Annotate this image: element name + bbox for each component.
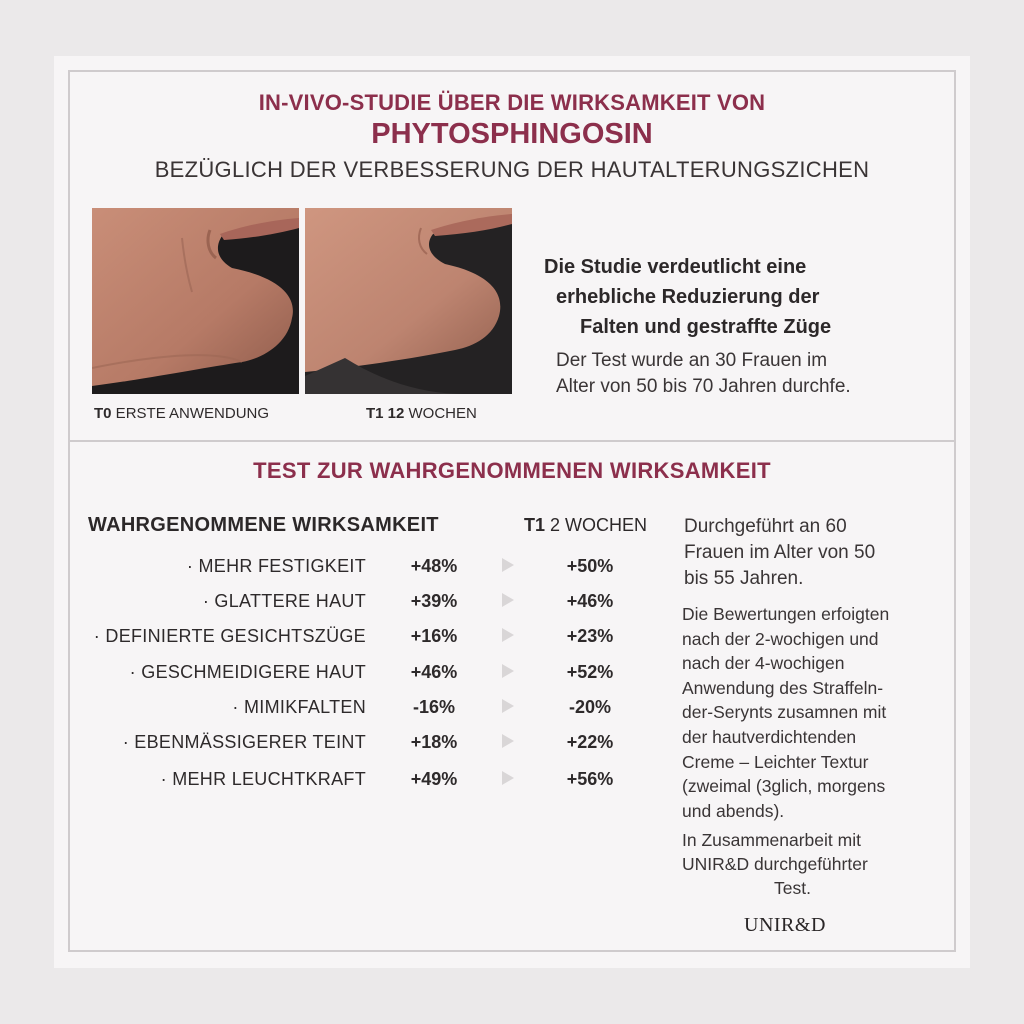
- side-line: Die Bewertungen erfoigten: [682, 604, 890, 624]
- side-line: Test.: [774, 878, 811, 898]
- side-line: UNIR&D durchgeführter: [682, 854, 868, 874]
- row-label: · MEHR FESTIGKEIT: [186, 556, 366, 576]
- row-value-t1: +23%: [566, 626, 614, 646]
- side-line: In Zusammenarbeit mit: [682, 830, 861, 850]
- row-value-t1: +56%: [566, 769, 614, 789]
- side-line: Durchgeführt an 60: [684, 516, 847, 537]
- side-line: bis 55 Jahren.: [684, 568, 804, 589]
- row-value-t1: +52%: [566, 662, 614, 682]
- row-value-t1: +22%: [566, 732, 614, 752]
- row-value-t1: +46%: [566, 591, 614, 611]
- table-row: [54, 626, 654, 656]
- row-label: · MEHR LEUCHTKRAFT: [160, 769, 366, 789]
- row-value-t1: +50%: [566, 556, 614, 576]
- photo-before: [92, 208, 299, 394]
- row-value-t0: +49%: [410, 769, 458, 789]
- table-row: [54, 662, 654, 692]
- header-line-1: IN-VIVO-STUDIE ÜBER DIE WIRKSAMKEIT VON: [258, 90, 766, 115]
- section-divider: [68, 440, 956, 442]
- side-line: Anwendung des Straffeln-: [682, 677, 884, 698]
- note-line: Der Test wurde an 30 Frauen im: [556, 350, 828, 371]
- table-row: [54, 556, 654, 586]
- row-value-t0: +18%: [410, 732, 458, 752]
- column-header-label: WAHRGENOMMENE WIRKSAMKEIT: [88, 514, 439, 536]
- arrow-right-icon: [502, 664, 514, 678]
- side-participants: [684, 514, 875, 592]
- side-line: und abends).: [682, 800, 785, 821]
- row-label: · DEFINIERTE GESICHTSZÜGE: [93, 626, 366, 646]
- side-line: Creme – Leichter Textur: [682, 751, 869, 772]
- row-label: · EBENMÄSSIGERER TEINT: [122, 732, 366, 752]
- table-row: [54, 697, 654, 727]
- unird-logo: UNIR&D: [744, 914, 826, 936]
- side-line: der hautverdichtenden: [682, 726, 857, 747]
- photo-before-caption: T0 ERSTE ANWENDUNG: [94, 405, 270, 422]
- row-value-t0: +16%: [410, 626, 458, 646]
- arrow-right-icon: [502, 734, 514, 748]
- study-note: [556, 348, 851, 400]
- photo-after-caption: T1 12 WOCHEN: [366, 405, 477, 422]
- row-label: · GLATTERE HAUT: [202, 591, 366, 611]
- arrow-right-icon: [502, 628, 514, 642]
- perceived-section-title: TEST ZUR WAHRGENOMMENEN WIRKSAMKEIT: [253, 458, 771, 483]
- lead-line: Die Studie verdeutlicht eine: [544, 256, 807, 278]
- header-line-3: BEZÜGLICH DER VERBESSERUNG DER HAUTALTERUNGSZICHEN: [154, 157, 870, 182]
- side-method: [682, 602, 889, 823]
- lead-line: Falten und gestraffte Züge: [580, 316, 832, 338]
- row-label: · GESCHMEIDIGERE HAUT: [129, 662, 366, 682]
- side-line: nach der 2-wochigen und: [682, 628, 879, 649]
- row-value-t1: -20%: [568, 697, 612, 717]
- arrow-right-icon: [502, 558, 514, 572]
- side-line: (zweimal (3glich, morgens: [682, 776, 886, 797]
- table-row: [54, 769, 654, 799]
- header-product-name: PHYTOSPHINGOSIN: [371, 118, 653, 150]
- side-partner: [682, 828, 868, 900]
- side-line: nach der 4-wochigen: [682, 653, 845, 674]
- column-header-t1: T1 2 WOCHEN: [524, 515, 648, 535]
- arrow-right-icon: [502, 593, 514, 607]
- table-row: [54, 732, 654, 762]
- note-line: Alter von 50 bis 70 Jahren durchfe.: [556, 376, 851, 397]
- lead-line: erhebliche Reduzierung der: [556, 286, 820, 308]
- side-line: Frauen im Alter von 50: [684, 542, 876, 563]
- arrow-right-icon: [502, 771, 514, 785]
- study-card: [54, 56, 970, 968]
- arrow-right-icon: [502, 699, 514, 713]
- row-value-t0: -16%: [412, 697, 456, 717]
- row-value-t0: +48%: [410, 556, 458, 576]
- side-line: der-Serynts zusamnen mit: [682, 702, 887, 723]
- photo-after: [305, 208, 512, 394]
- table-row: [54, 591, 654, 621]
- row-value-t0: +39%: [410, 591, 458, 611]
- study-lead-text: [530, 252, 910, 342]
- row-value-t0: +46%: [410, 662, 458, 682]
- row-label: · MIMIKFALTEN: [232, 697, 366, 717]
